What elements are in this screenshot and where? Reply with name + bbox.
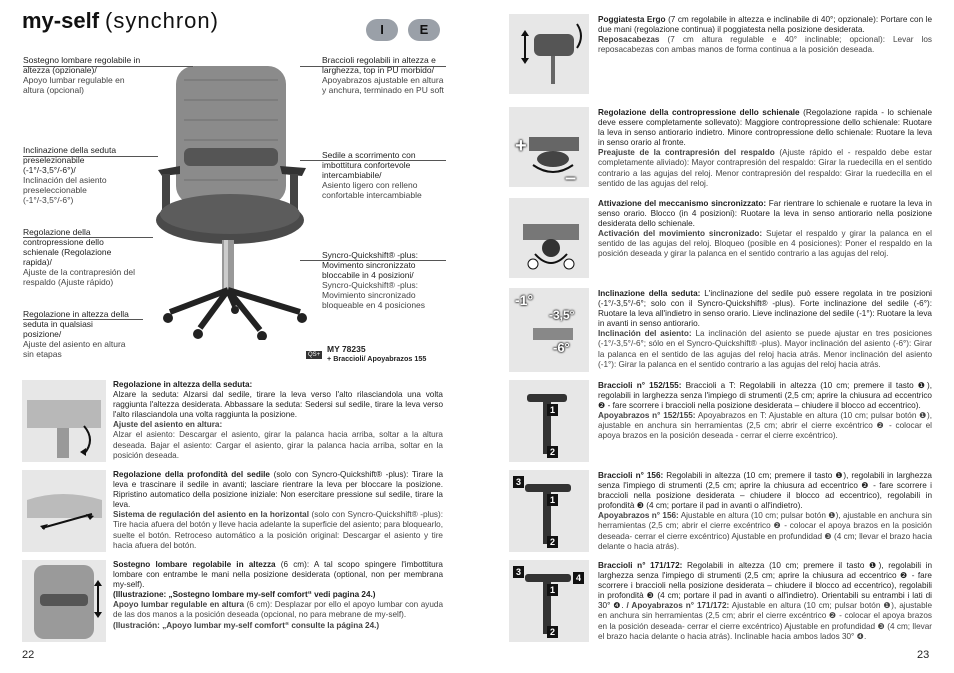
callout-3: 3 [513, 476, 524, 488]
synchro-image [509, 198, 589, 278]
seat-depth-title-it: Regolazione della profondità del sedile [113, 470, 270, 479]
label-seat-tilt [23, 145, 125, 205]
seat-tilt-title-es: Inclinación del asiento: [598, 329, 692, 339]
armrest-171-title-es: / Apoyabrazos n° 171/172: [626, 601, 730, 611]
headrest-title-es: Reposacabezas [598, 35, 660, 45]
counterpressure-title-it: Regolazione della contropressione dello schienale [598, 108, 800, 117]
section-seat-height [113, 380, 443, 461]
seat-height-text-es: Alzar el asiento: Descargar el asiento, girar la palanca hacia arriba, soltar a la altura deseada. Bajar el asiento: Cargar el asiento, girar la palanca hacia arriba, soltar en la posición deseada. [113, 430, 443, 460]
armrest-156-title-es: Apoyabrazos n° 156: [598, 511, 679, 521]
label-syncro-it: Syncro-Quickshift® -plus: Movimento sincronizzato bloccabile in 4 posizioni/ [322, 250, 419, 280]
seat-height-title-es: Ajuste del asiento en altura: [113, 420, 223, 430]
armrest-152-text-es: Apoyabrazos en T: Ajustable en altura (10 cm; pulsar botón ❶), ajustable en anchura sin herramientas (2,5 cm; abrir el cierre excéntrico ❷ - colocar el apoya brazos en la posición deseada - cerrar el cierre excéntrico). [598, 411, 932, 441]
callout-1: 1 [547, 584, 558, 596]
callout-2: 2 [547, 446, 558, 458]
section-synchro [598, 199, 932, 260]
label-counterpressure-es: Ajuste de la contrapresión del respaldo (Ajuste rápido) [23, 267, 135, 287]
lumbar-note-it: (Illustrazione: „Sostegno lombare my-self comfort“ vedi pagina 24.) [113, 590, 376, 600]
label-syncro [322, 250, 447, 310]
label-seat-height [23, 309, 133, 359]
seat-depth-image [22, 470, 106, 552]
counterpressure-title-es: Preajuste de la contrapresión del respaldo [598, 148, 775, 158]
leader-line [23, 156, 158, 157]
label-seat-tilt-it: Inclinazione della seduta preselezionabile (-1°/-3,5°/-6°)/ [23, 145, 117, 175]
lumbar-note-es: (Ilustración: „Apoyo lumbar my-self comfort“ consulte la página 24.) [113, 620, 380, 630]
synchro-title-es: Activación del movimiento sincronizado: [598, 229, 763, 239]
product-accessory: + Braccioli/ Apoyabrazos 155 [327, 354, 427, 363]
section-headrest [598, 15, 932, 55]
armrest-152-title-es: Apoyabrazos n° 152/155: [598, 411, 696, 421]
synchro-title-it: Attivazione del meccanismo sincronizzato: [598, 199, 767, 208]
lang-badge-es: E [408, 19, 440, 41]
callout-1: 1 [547, 494, 558, 506]
lang-badge-it: I [366, 19, 398, 41]
seat-depth-title-es: Sistema de regulación del asiento en la horizontal [113, 510, 310, 520]
page-title [22, 8, 219, 34]
label-seat-tilt-es: Inclinación del asiento preseleccionable (-1°/-3,5°/-6°) [23, 175, 107, 205]
label-lumbar-support [23, 55, 143, 95]
armrest-156-title-it: Braccioli n° 156: [598, 471, 664, 480]
leader-line [300, 66, 446, 67]
armrest-156-text-it: Regolabili in altezza (10 cm; premere il tasto ❶), regolabili in larghezza senza l'impiego di strumenti (2,5 cm; aprire la chiusura ad eccentrico ❷ - fare scorrere i braccioli nella posizione desiderata – chiudere il blocco ad eccentrico), regolabili in profondità ❸ (4 cm; portare il pad in avanti o all'indietro). [598, 471, 932, 511]
callout-2: 2 [547, 536, 558, 548]
angle-label: -1° [515, 292, 534, 308]
seat-height-image [22, 380, 106, 462]
lumbar-title-it: Sostegno lombare regolabile in altezza [113, 560, 276, 569]
armrest-171-image [509, 560, 589, 642]
armrest-171-title-it: Braccioli n° 171/172: [598, 561, 683, 570]
section-armrest-171 [598, 561, 932, 642]
counterpressure-text-es: (Ajuste rápido el - respaldo debe estar completamente aliviado): Mayor contrapresión del respaldo: Girar la ruedecilla en el sentido contrario a las agujas del reloj. Menor contrapresión del respaldo: Girar la ruedecilla en el sentido de las agujas del reloj. [598, 148, 933, 188]
armrest-171-text-es: Ajustable en altura (10 cm; pulsar botón ❶), ajustable en anchura sin herramientas (2,5 cm; abrir el cierre excéntrico ❷ - colocar el apoya brazos en la posición deseada- cerrar el cierre excéntrico) Ajustable en profundidad ❸ (4 cm; llevar el brazo hacia delante o hacia atrás). Inclinable hacia ambos lados 30° ❹. [598, 601, 933, 641]
minus-sign: – [565, 167, 577, 189]
angle-label: -6° [553, 340, 570, 355]
headrest-text-it: (7 cm regolabile in altezza e inclinabile di 40°; opzionale): Portare con le due mani (regolazione continua) il poggiatesta nella posizione desiderata. [598, 15, 932, 35]
seat-tilt-image [509, 288, 589, 372]
counterpressure-image [509, 107, 589, 187]
product-model: MY 78235 [327, 344, 366, 354]
armrest-152-text-it: Braccioli a T: Regolabili in altezza (10 cm; premere il tasto ❶), regolabili in larghezza senza l'impiego di strumenti (2,5 cm; aprire la chiusura ad eccentrico ❷ - fare scorrere i braccioli nella posizione desiderata – chiudere il blocco ad eccentrico). [598, 381, 932, 411]
label-backrest-counterpressure [23, 227, 138, 287]
section-lumbar [113, 560, 443, 631]
synchro-text-it: Far rientrare lo schienale e ruotare la leva in senso orario. Blocco (in 4 posizioni): Ruotare la leva in senso antiorario nella posizione desiderata dello schienale. [598, 199, 932, 229]
lumbar-text-es: (6 cm): Desplazar por ello el apoyo lumbar con ayuda de las dos manos a la posición deseada (opcional, no para mebrane de my-self). [113, 600, 443, 620]
section-seat-depth [113, 470, 443, 551]
label-syncro-es: Syncro-Quickshift® -plus: Movimiento sincronizado bloqueable en 4 posiciones [322, 280, 426, 310]
headrest-title-it: Poggiatesta Ergo [598, 15, 666, 24]
seat-depth-text-es: (solo con Syncro-Quickshift® -plus): Tire hacia afuera del botón y lleve hacia adelante la superficie del asiento; para bloquearlo, suelte el botón. Retroceso automático a la posición original: Descargar el asiento y tire hacia afuera del botón. [113, 510, 443, 550]
section-seat-tilt [598, 289, 932, 370]
callout-3: 3 [513, 566, 524, 578]
section-counterpressure [598, 108, 932, 189]
seat-depth-text-it: (solo con Syncro-Quickshift® -plus): Tirare la leva e trascinare il sedile in avanti; lasciare rientrare la leva per bloccare la posizione. Ripristino automatico della posizione iniziale: Non esercitare pressione sul sedile, tirare la leva. [113, 470, 443, 510]
armrest-156-text-es: Ajustable en altura (10 cm; pulsar botón ❶), ajustable en anchura sin herramientas (2,5 cm; abrir el cierre excéntrico ❷ - colocar el apoya brazos en la posición deseada- cerrar el cierre excéntrico) Ajustable en profundidad ❸ (4 cm; llevar el brazo hacia delante o hacia atrás). [598, 511, 932, 551]
synchro-text-es: Sujetar el respaldo y girar la palanca en el sentido de las agujas del reloj. Bloqueo (posible en 4 posiciones): Poner el respaldo en la posición deseada y girar la palanca en el sentido contrario a las agujas del reloj. [598, 229, 932, 259]
callout-4: 4 [573, 572, 584, 584]
leader-line [23, 237, 153, 238]
armrest-152-title-it: Braccioli n° 152/155: [598, 381, 682, 390]
brand-name: my-self [22, 8, 100, 33]
label-seat-height-it: Regolazione in altezza della seduta in qualsiasi posizione/ [23, 309, 129, 339]
label-lumbar-it: Sostegno lombare regolabile in altezza (opzionale)/ [23, 55, 141, 75]
seat-tilt-text-es: La inclinación del asiento se puede ajustar en tres posiciones (-1°/-3,5°/-6°; sólo en el Syncro-Quickshift® -plus). Mayor inclinación del asiento (-6°): Girar la palanca en el sentido de las agujas del reloj hacia atrás. Menor inclinación del asiento (-1°): Girar la palanca en el sentido contrario a las agujas del reloj hacia atrás. [598, 329, 932, 369]
brand-subtitle: (synchron) [105, 8, 219, 33]
product-badge [306, 343, 322, 361]
seat-height-text-it: Alzare la seduta: Alzarsi dal sedile, tirare la leva verso l'alto rilasciandola una volta raggiunta l'altezza desiderata. Abbassare la seduta: Sedersi sul sedile, tirare la leva verso l'alto rilasciandola una volta raggiunta la posizione. [113, 390, 443, 420]
plus-sign: + [515, 135, 527, 157]
leader-line [300, 160, 446, 161]
seat-tilt-title-it: Inclinazione della seduta: [598, 289, 701, 298]
label-lumbar-es: Apoyo lumbar regulable en altura (opcional) [23, 75, 125, 95]
label-sliding-seat [322, 150, 442, 200]
label-counterpressure-it: Regolazione della contropressione dello schienale (Regolazione rapida)/ [23, 227, 112, 267]
label-sliding-seat-it: Sedile a scorrimento con imbottitura confortevole intercambiabile/ [322, 150, 416, 180]
section-armrest-152 [598, 381, 932, 442]
label-armrests [322, 55, 447, 95]
qs-badge: QS+ [308, 352, 321, 358]
seat-tilt-text-it: L'inclinazione del sedile può essere regolata in tre posizioni (-1°/-3,5°/-6°; solo con il Syncro-Quickshift® -plus). Forte inclinazione del sedile (-6°): Ruotare la leva all'indietro in senso orario. Lieve inclinazione del sedile (-1°): Ruotare la leva in avanti in senso antiorario. [598, 289, 933, 329]
label-armrests-es: Apoyabrazos ajustable en altura y anchura, terminado en PU soft [322, 75, 444, 95]
lumbar-support-image [22, 560, 106, 642]
callout-2: 2 [547, 626, 558, 638]
armrest-156-image [509, 470, 589, 552]
lumbar-text-it: (6 cm): A tal scopo spingere l'imbottitura lombare con entrambe le mani nella posizione desiderata (optional, non per membrana my-self). [113, 560, 443, 590]
counterpressure-text-it: (Regolazione rapida - lo schienale deve essere completamente sollevato): Maggiore contropressione dello schienale: Ruotare la leva in senso antiorario indietro. Minore contropressione dello schienale: Ruotare la leva in senso orario al fronte. [598, 108, 933, 148]
label-armrests-it: Braccioli regolabili in altezza e larghezza, top in PU morbido/ [322, 55, 436, 75]
page-number-left: 22 [22, 649, 35, 661]
armrest-152-image [509, 380, 589, 462]
chair-illustration [140, 60, 325, 340]
callout-1: 1 [547, 404, 558, 416]
leader-line [23, 66, 193, 67]
page-number-right: 23 [917, 649, 930, 661]
armrest-171-text-it: Regolabili in altezza (10 cm; premere il tasto ❶), regolabili in larghezza senza l'impiego di strumenti (2,5 cm; aprire la chiusura ad eccentrico ❷ - fare scorrere i braccioli nella posizione desiderata – chiudere il blocco ad eccentrico), regolabili in profondità ❸ (4 cm; portare il pad in avanti o all'indietro). Orientabili su entrambi i lati di 30° ❹. [598, 561, 932, 611]
lumbar-title-es: Apoyo lumbar regulable en altura [113, 600, 245, 610]
leader-line [300, 260, 446, 261]
label-seat-height-es: Ajuste del asiento en altura sin etapas [23, 339, 126, 359]
headrest-image [509, 14, 589, 94]
headrest-text-es: (7 cm altura regulable e 40° inclinable; opcional): Levar los reposacabezas con ambas manos de forma continua a la posición deseada. [598, 35, 932, 55]
angle-label: -3,5° [549, 308, 575, 322]
label-sliding-seat-es: Asiento ligero con relleno confortable intercambiable [322, 180, 422, 200]
seat-height-title-it: Regolazione in altezza della seduta: [113, 380, 253, 389]
leader-line [23, 319, 143, 320]
section-armrest-156 [598, 471, 932, 552]
